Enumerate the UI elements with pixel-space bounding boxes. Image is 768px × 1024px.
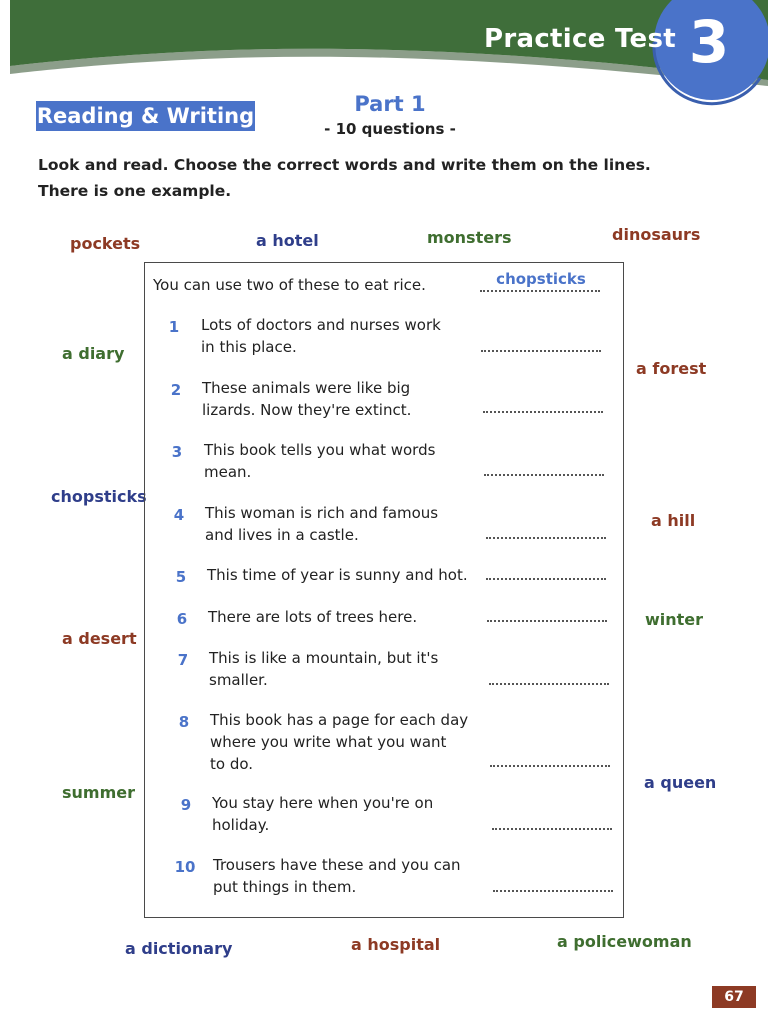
answer-line[interactable] <box>484 474 604 476</box>
word-bank-item: a queen <box>644 773 717 792</box>
question-line: This woman is rich and famous <box>205 504 439 522</box>
word-bank-item: a hill <box>651 511 696 530</box>
answer-line[interactable] <box>483 411 603 413</box>
question-text <box>209 647 479 691</box>
question-number: 1 <box>168 318 180 336</box>
word-bank-item: monsters <box>427 228 512 247</box>
question-number: 6 <box>176 610 188 628</box>
question-number: 3 <box>171 443 183 461</box>
question-line: These animals were like big <box>202 379 411 397</box>
question-line: smaller. <box>209 671 268 689</box>
question-number: 7 <box>177 651 189 669</box>
question-text <box>202 377 472 421</box>
answer-line[interactable] <box>492 828 612 830</box>
word-bank-item: pockets <box>70 234 141 253</box>
question-line: holiday. <box>212 816 270 834</box>
header-title: Practice Test <box>484 24 676 54</box>
answer-line[interactable] <box>486 537 606 539</box>
word-bank-item: winter <box>645 610 704 629</box>
word-bank-item: a hotel <box>256 231 319 250</box>
question-line: Trousers have these and you can <box>213 856 461 874</box>
instruction-line: Look and read. Choose the correct words and write them on the lines. <box>38 156 651 174</box>
question-line: in this place. <box>201 338 297 356</box>
question-text <box>212 792 482 836</box>
question-line: where you write what you want <box>210 733 447 751</box>
word-bank-item: a desert <box>62 629 137 648</box>
answer-line[interactable] <box>493 890 613 892</box>
word-bank-item: chopsticks <box>51 487 147 506</box>
word-bank-item: a policewoman <box>557 932 692 951</box>
question-number: 5 <box>175 568 187 586</box>
page-number: 67 <box>712 986 756 1008</box>
question-text <box>208 606 478 628</box>
part-subtitle: - 10 questions - <box>324 120 456 138</box>
question-number: 4 <box>173 506 185 524</box>
test-number: 3 <box>688 8 730 76</box>
question-line: This is like a mountain, but it's <box>209 649 439 667</box>
example-text: You can use two of these to eat rice. <box>153 276 426 294</box>
question-line: Lots of doctors and nurses work <box>201 316 441 334</box>
question-number: 9 <box>180 796 192 814</box>
word-bank-item: a hospital <box>351 935 441 954</box>
word-bank-item: dinosaurs <box>612 225 701 244</box>
question-text <box>204 439 474 483</box>
instructions <box>38 152 678 204</box>
answer-line[interactable] <box>486 578 606 580</box>
answer-line[interactable] <box>487 620 607 622</box>
answer-line[interactable] <box>489 683 609 685</box>
example-answer-line <box>480 290 600 292</box>
question-line: This book tells you what words <box>204 441 436 459</box>
word-bank-item: a dictionary <box>125 939 233 958</box>
question-line: to do. <box>210 755 254 773</box>
question-text <box>201 314 471 358</box>
word-bank-item: a diary <box>62 344 125 363</box>
question-line: This book has a page for each day <box>210 711 469 729</box>
question-text <box>210 709 480 775</box>
question-text <box>207 564 482 586</box>
word-bank-item: summer <box>62 783 135 802</box>
instruction-line: There is one example. <box>38 182 232 200</box>
answer-line[interactable] <box>481 350 601 352</box>
question-line: lizards. Now they're extinct. <box>202 401 412 419</box>
word-bank-item: a forest <box>636 359 707 378</box>
answer-line[interactable] <box>490 765 610 767</box>
question-number: 8 <box>178 713 190 731</box>
section-tag: Reading & Writing <box>36 101 255 131</box>
question-line: mean. <box>204 463 252 481</box>
question-line: You stay here when you're on <box>212 794 434 812</box>
question-line: This time of year is sunny and hot. <box>207 566 468 584</box>
example-answer: chopsticks <box>496 270 586 288</box>
question-text <box>213 854 483 898</box>
question-line: There are lots of trees here. <box>208 608 418 626</box>
question-line: and lives in a castle. <box>205 526 359 544</box>
question-line: put things in them. <box>213 878 357 896</box>
question-number: 2 <box>170 381 182 399</box>
question-text <box>205 502 475 546</box>
part-title: Part 1 <box>354 92 426 116</box>
question-number: 10 <box>174 858 196 876</box>
